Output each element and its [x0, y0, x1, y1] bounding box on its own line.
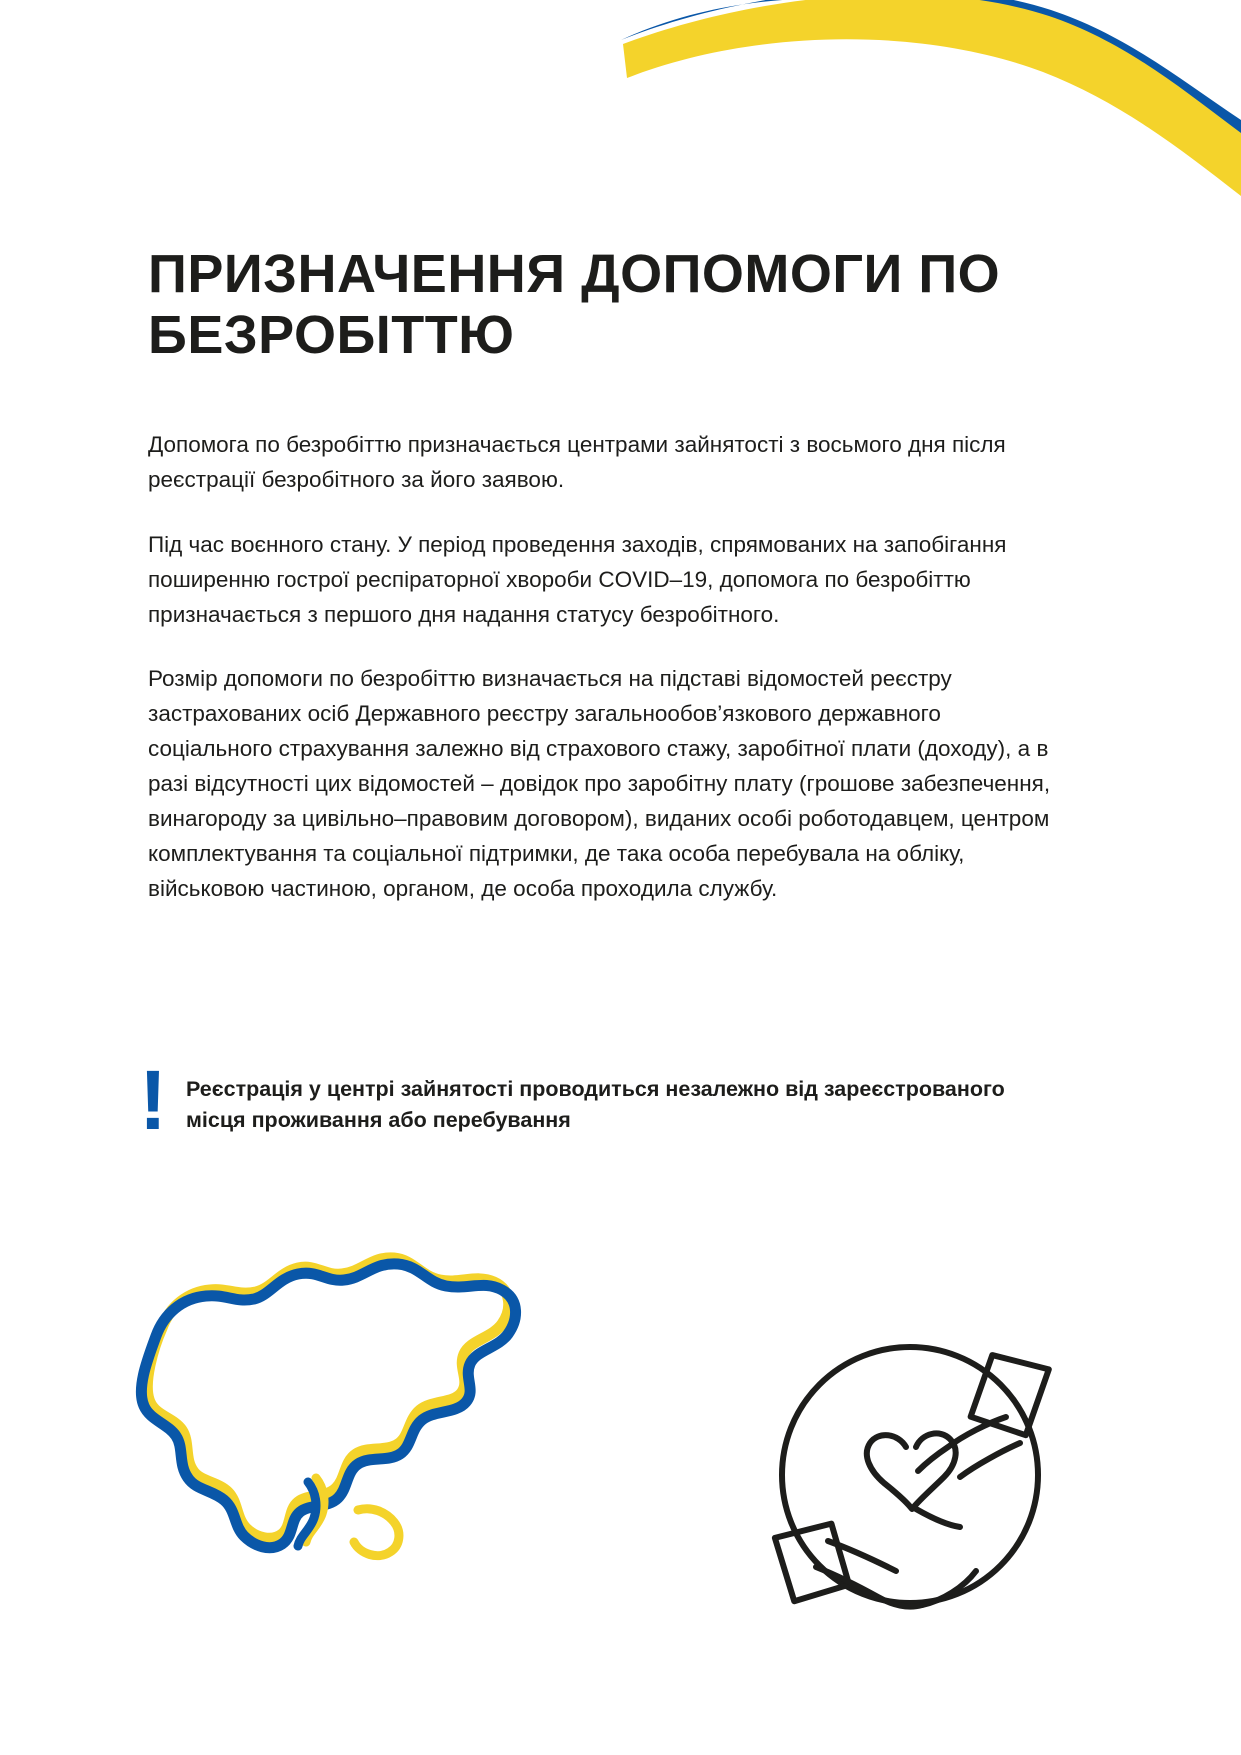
helping-hands-icon — [720, 1325, 1100, 1625]
ukraine-map-icon — [110, 1210, 580, 1570]
callout-text: Реєстрація у центрі зайнятості проводиться незалежно від зареєстрованого місця проживання або перебування — [186, 1077, 1005, 1133]
page-title: ПРИЗНАЧЕННЯ ДОПОМОГИ ПО БЕЗРОБІТТЮ — [148, 244, 1001, 365]
exclamation-icon: ! — [139, 1053, 167, 1147]
body-copy — [148, 428, 1053, 907]
callout-note — [130, 1053, 1010, 1147]
paragraph-3: Розмір допомоги по безробіттю визначається на підставі відомостей реєстру застрахованих осіб Державного реєстру загальнообов’язкового державного соціального страхування залежно від страхового стажу, заробітної плати (доходу), а в разі відсутності цих відомостей – довідок про заробітну плату (грошове забезпечення, винагороду за цивільно–правовим договором), виданих особі роботодавцем, центром комплектування та соціальної підтримки, де така особа перебувала на обліку, військовою частиною, органом, де особа проходила службу. — [148, 666, 1051, 901]
paragraph-1: Допомога по безробіттю призначається центрами зайнятості з восьмого дня після реєстрації безробітного за його заявою. — [148, 432, 1006, 492]
flag-ribbon-decoration — [621, 0, 1241, 220]
paragraph-2: Під час воєнного стану. У період проведення заходів, спрямованих на запобігання поширенню гострої респіраторної хвороби COVID–19, допомога по безробіттю призначається з першого дня надання статусу безробітного. — [148, 531, 1007, 627]
